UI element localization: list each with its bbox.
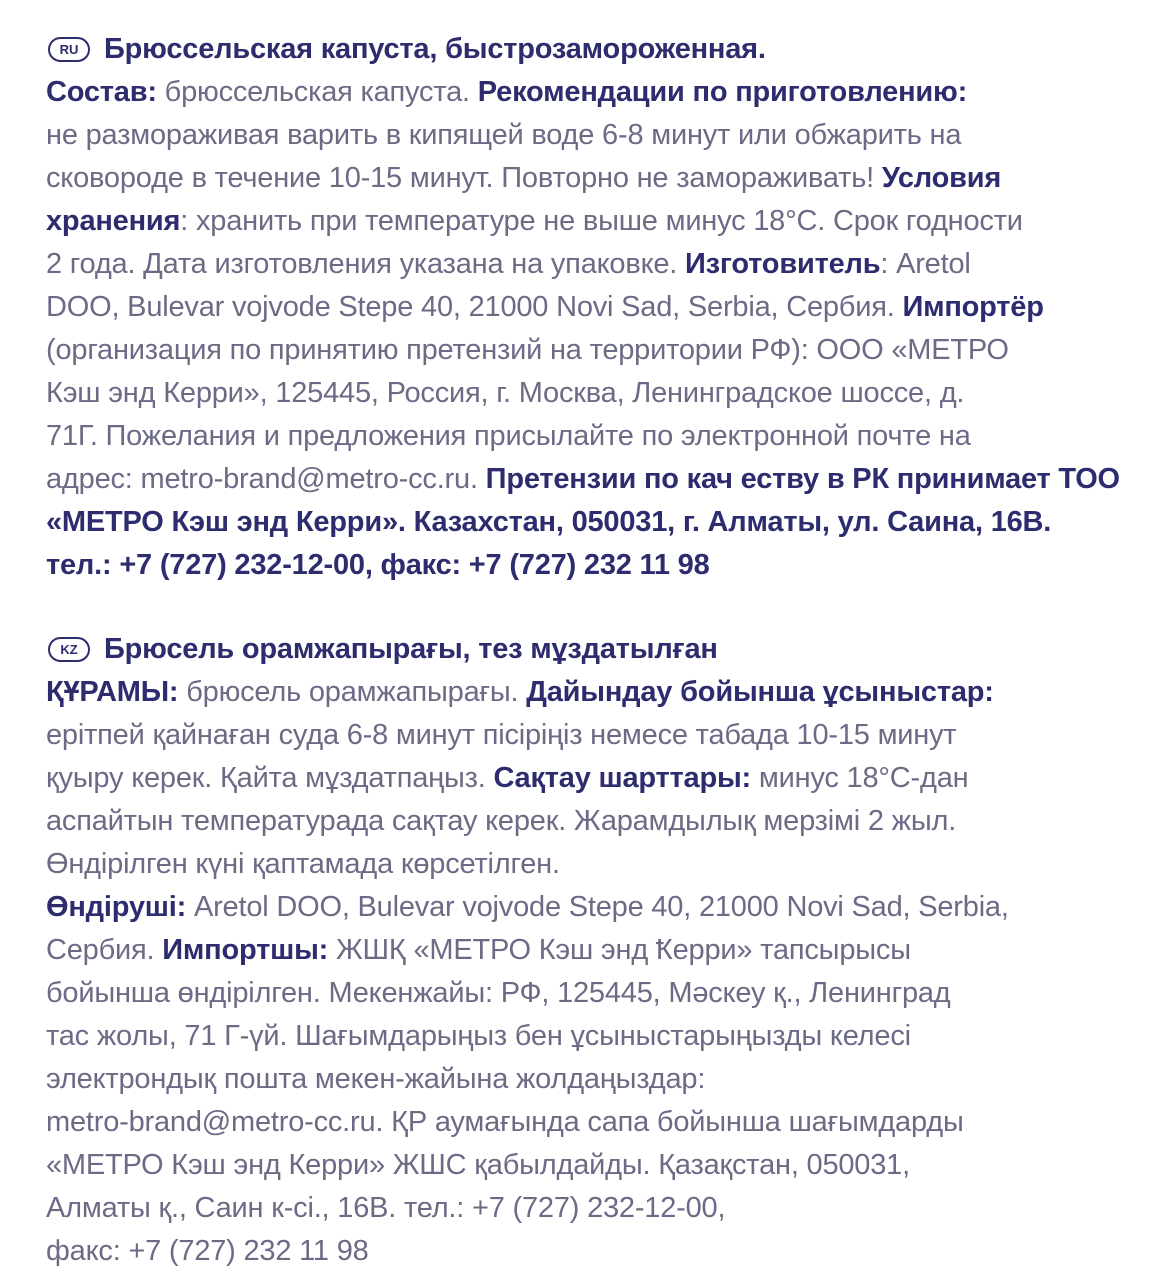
kz-text-line <box>46 972 1146 1015</box>
ru-bold-text-run: Условия <box>881 162 1002 194</box>
kz-label-text <box>46 671 1146 1273</box>
kz-text-line <box>46 1144 1146 1187</box>
kz-product-title: Брюсель орамжапырағы, тез мұздатылған <box>104 633 718 665</box>
ru-text-run: 2 года. Дата изготовления указана на упаковке. <box>46 248 686 280</box>
kz-text-run: брюсель орамжапырағы. <box>178 676 527 708</box>
ru-product-title: Брюссельская капуста, быстрозамороженная. <box>104 33 766 65</box>
kz-text-run: «МЕТРО Кэш энд Керри» ЖШС қабылдайды. Қазақстан, 050031, <box>46 1149 910 1181</box>
kz-text-line <box>46 757 1146 800</box>
ru-bold-text-run: Претензии по кач еству в РК принимает ТОО <box>485 463 1120 495</box>
ru-text-run: DOO, Bulevar vojvode Stepe 40, 21000 Novi Sad, Serbia, Сербия. <box>46 291 903 323</box>
ru-text-run: : Aretol <box>880 248 971 280</box>
kz-text-run: Сербия. <box>46 934 163 966</box>
kz-text-line <box>46 843 1146 886</box>
ru-text-line <box>46 329 1146 372</box>
russian-label-section <box>46 28 1146 587</box>
kz-text-run: аспайтын температурада сақтау керек. Жарамдылық мерзімі 2 жыл. <box>46 805 957 837</box>
ru-bold-text-run: хранения <box>46 205 181 237</box>
kz-text-line <box>46 800 1146 843</box>
ru-bold-text-run: Состав: <box>46 76 157 108</box>
kz-text-run: тас жолы, 71 Г-үй. Шағымдарыңыз бен ұсыныстарыңызды келесі <box>46 1020 911 1052</box>
ru-text-line <box>46 501 1146 544</box>
kz-text-line <box>46 929 1146 972</box>
kz-text-run: Алматы қ., Саин к-сі., 16В. тел.: +7 (727) 232-12-00, <box>46 1192 726 1224</box>
ru-bold-text-run: тел.: +7 (727) 232-12-00, факс: +7 (727) 232 11 98 <box>46 549 710 581</box>
ru-text-run: не размораживая варить в кипящей воде 6-8 минут или обжарить на <box>46 119 962 151</box>
ru-text-line <box>46 415 1146 458</box>
kz-text-run: факс: +7 (727) 232 11 98 <box>46 1235 369 1267</box>
kz-bold-text-run: Дайындау бойынша ұсыныстар: <box>526 676 994 708</box>
kz-text-line <box>46 1230 1146 1273</box>
kz-text-line <box>46 671 1146 714</box>
kz-text-run: бойынша өндірілген. Мекенжайы: РФ, 125445, Мәскеу қ., Ленинград <box>46 977 951 1009</box>
ru-bold-text-run: Импортёр <box>902 291 1044 323</box>
ru-language-badge: RU <box>48 37 90 62</box>
ru-text-run: (организация по принятию претензий на территории РФ): ООО «МЕТРО <box>46 334 1009 366</box>
kz-text-line <box>46 714 1146 757</box>
kz-text-line <box>46 1058 1146 1101</box>
kz-text-run: қуыру керек. Қайта мұздатпаңыз. <box>46 762 494 794</box>
ru-text-run: адрес: metro-brand@metro-cc.ru. <box>46 463 486 495</box>
ru-bold-text-run: «МЕТРО Кэш энд Керри». Казахстан, 050031, г. Алматы, ул. Саина, 16В. <box>46 506 1052 538</box>
kz-bold-text-run: Сақтау шарттары: <box>493 762 752 794</box>
ru-bold-text-run: Рекомендации по приготовлению: <box>477 76 968 108</box>
kz-bold-text-run: Өндіруші: <box>46 891 187 923</box>
kz-text-run: metro-brand@metro-cc.ru. ҚР аумағында сапа бойынша шағымдарды <box>46 1106 964 1138</box>
kz-bold-text-run: Импортшы: <box>162 934 329 966</box>
ru-label-text <box>46 71 1146 587</box>
ru-text-line <box>46 458 1146 501</box>
ru-text-line <box>46 114 1146 157</box>
ru-text-line <box>46 157 1146 200</box>
kz-language-badge: KZ <box>48 637 90 662</box>
ru-bold-text-run: Изготовитель <box>685 248 881 280</box>
ru-text-line <box>46 243 1146 286</box>
ru-text-line <box>46 286 1146 329</box>
ru-text-run: 71Г. Пожелания и предложения присылайте по электронной почте на <box>46 420 971 452</box>
kz-text-run: электрондық пошта мекен-жайына жолдаңыздар: <box>46 1063 706 1095</box>
ru-title-line <box>46 28 1146 71</box>
kz-text-run: Өндірілген күні қаптамада көрсетілген. <box>46 848 560 880</box>
kz-text-line <box>46 1101 1146 1144</box>
kz-bold-text-run: ҚҰРАМЫ: <box>46 676 179 708</box>
ru-text-line <box>46 372 1146 415</box>
ru-text-run: сковороде в течение 10-15 минут. Повторно не замораживать! <box>46 162 882 194</box>
kz-text-run: Aretol DOO, Bulevar vojvode Stepe 40, 21000 Novi Sad, Serbia, <box>186 891 1009 923</box>
ru-text-run: : хранить при температуре не выше минус 18°С. Срок годности <box>180 205 1023 237</box>
ru-text-line <box>46 544 1146 587</box>
kz-text-run: ерітпей қайнаған суда 6-8 минут пісіріңіз немесе табада 10-15 минут <box>46 719 957 751</box>
ru-text-line <box>46 71 1146 114</box>
ru-text-run: Кэш энд Керри», 125445, Россия, г. Москва, Ленинградское шоссе, д. <box>46 377 965 409</box>
kz-title-line <box>46 628 1146 671</box>
kz-text-line <box>46 1015 1146 1058</box>
kz-text-line <box>46 886 1146 929</box>
kz-text-run: минус 18°С-дан <box>751 762 969 794</box>
kazakh-label-section <box>46 628 1146 1273</box>
ru-text-run: брюссельская капуста. <box>156 76 478 108</box>
kz-text-run: ЖШҚ «МЕТРО Кэш энд Ҟерри» тапсырысы <box>328 934 911 966</box>
kz-text-line <box>46 1187 1146 1230</box>
ru-text-line <box>46 200 1146 243</box>
